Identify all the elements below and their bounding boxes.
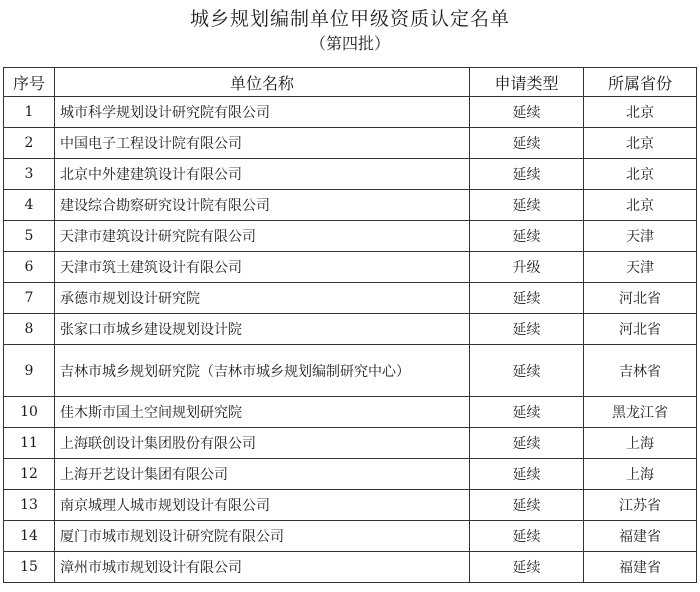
table-row (4, 283, 697, 314)
cell-type: 延续 (470, 459, 584, 490)
table-row (4, 428, 697, 459)
document-subtitle: （第四批） (309, 34, 390, 53)
cell-name: 承德市规划设计研究院 (55, 283, 470, 314)
cell-name: 天津市建筑设计研究院有限公司 (55, 221, 470, 252)
cell-no: 11 (4, 428, 55, 459)
table-row (4, 314, 697, 345)
cell-province: 河北省 (584, 283, 697, 314)
cell-name: 吉林市城乡规划研究院（吉林市城乡规划编制研究中心） (55, 345, 470, 397)
cell-type: 延续 (470, 314, 584, 345)
cell-no: 8 (4, 314, 55, 345)
cell-province: 吉林省 (584, 345, 697, 397)
cell-province: 河北省 (584, 314, 697, 345)
table-row (4, 128, 697, 159)
cell-province: 福建省 (584, 552, 697, 583)
cell-province: 北京 (584, 97, 697, 128)
cell-no: 15 (4, 552, 55, 583)
cell-type: 延续 (470, 521, 584, 552)
table-row (4, 552, 697, 583)
header-name: 单位名称 (55, 68, 470, 97)
cell-no: 3 (4, 159, 55, 190)
cell-name: 北京中外建建筑设计有限公司 (55, 159, 470, 190)
table-row (4, 459, 697, 490)
cell-name: 南京城理人城市规划设计有限公司 (55, 490, 470, 521)
cell-name: 中国电子工程设计院有限公司 (55, 128, 470, 159)
cell-province: 江苏省 (584, 490, 697, 521)
cell-no: 12 (4, 459, 55, 490)
cell-type: 延续 (470, 428, 584, 459)
cell-type: 延续 (470, 97, 584, 128)
cell-name: 上海开艺设计集团有限公司 (55, 459, 470, 490)
cell-province: 上海 (584, 428, 697, 459)
cell-type: 延续 (470, 221, 584, 252)
document-title: 城乡规划编制单位甲级资质认定名单 (189, 8, 510, 30)
cell-province: 北京 (584, 159, 697, 190)
cell-province: 上海 (584, 459, 697, 490)
cell-no: 6 (4, 252, 55, 283)
table-row (4, 159, 697, 190)
cell-no: 10 (4, 397, 55, 428)
table-row (4, 397, 697, 428)
cell-name: 佳木斯市国土空间规划研究院 (55, 397, 470, 428)
cell-province: 福建省 (584, 521, 697, 552)
cell-province: 北京 (584, 128, 697, 159)
cell-type: 延续 (470, 283, 584, 314)
cell-no: 1 (4, 97, 55, 128)
cell-name: 城市科学规划设计研究院有限公司 (55, 97, 470, 128)
cell-name: 上海联创设计集团股份有限公司 (55, 428, 470, 459)
header-no: 序号 (4, 68, 55, 97)
cell-type: 延续 (470, 190, 584, 221)
cell-no: 4 (4, 190, 55, 221)
cell-type: 升级 (470, 252, 584, 283)
table-row (4, 97, 697, 128)
cell-province: 天津 (584, 252, 697, 283)
table-row (4, 490, 697, 521)
qualification-table (3, 67, 697, 583)
cell-no: 9 (4, 345, 55, 397)
cell-type: 延续 (470, 128, 584, 159)
cell-province: 天津 (584, 221, 697, 252)
cell-name: 厦门市城市规划设计研究院有限公司 (55, 521, 470, 552)
cell-province: 北京 (584, 190, 697, 221)
cell-type: 延续 (470, 159, 584, 190)
cell-no: 5 (4, 221, 55, 252)
header-province: 所属省份 (584, 68, 697, 97)
table-row (4, 190, 697, 221)
cell-name: 漳州市城市规划设计有限公司 (55, 552, 470, 583)
header-type: 申请类型 (470, 68, 584, 97)
cell-name: 天津市筑土建筑设计有限公司 (55, 252, 470, 283)
table-row (4, 252, 697, 283)
cell-type: 延续 (470, 397, 584, 428)
table-row (4, 221, 697, 252)
cell-name: 张家口市城乡建设规划设计院 (55, 314, 470, 345)
cell-type: 延续 (470, 552, 584, 583)
cell-no: 2 (4, 128, 55, 159)
cell-type: 延续 (470, 490, 584, 521)
cell-name: 建设综合勘察研究设计院有限公司 (55, 190, 470, 221)
cell-no: 7 (4, 283, 55, 314)
table-header-row (4, 68, 697, 97)
cell-type: 延续 (470, 345, 584, 397)
cell-province: 黑龙江省 (584, 397, 697, 428)
table-row (4, 521, 697, 552)
cell-no: 13 (4, 490, 55, 521)
table-row (4, 345, 697, 397)
cell-no: 14 (4, 521, 55, 552)
